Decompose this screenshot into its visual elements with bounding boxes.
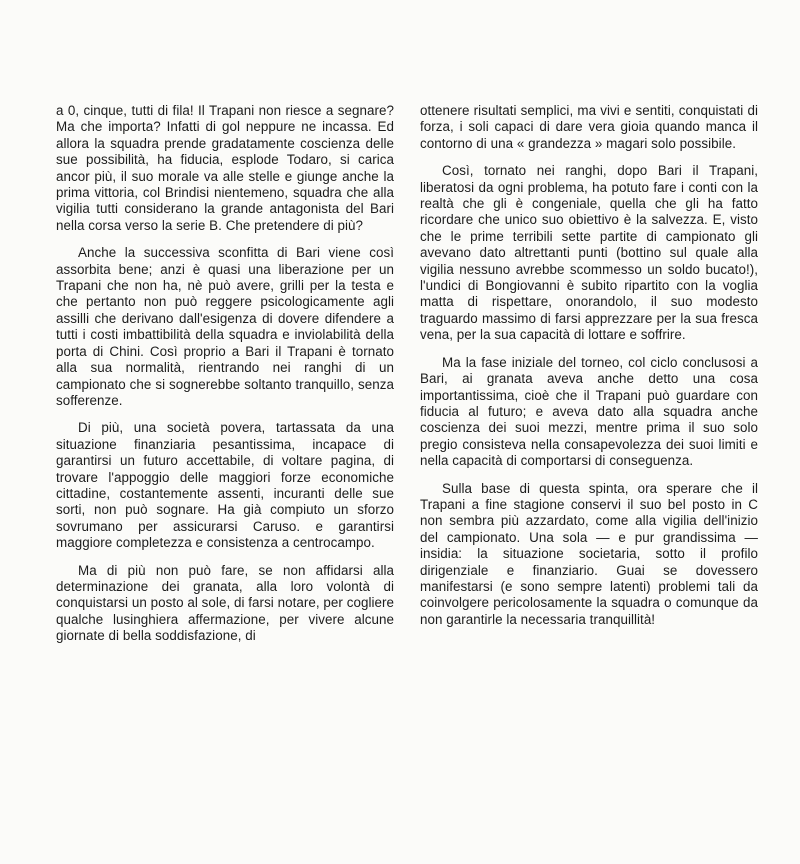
left-column [56,103,394,656]
paragraph: Così, tornato nei ranghi, dopo Bari il Trapani, liberatosi da ogni problema, ha potuto fare i conti con la realtà che gli è congeniale, quella che gli ha fatto ricordare che unico suo obiettivo è la salvezza. E, visto che le prime terribili sette partite di campionato gli avevano dato altrettanti punti (bottino sul quale alla vigilia nessuno avrebbe scommesso un soldo bucato!), l'undici di Bongiovanni è subito ripartito con la voglia matta di rispettare, onorandolo, il suo modesto traguardo massimo di farsi apprezzare per la sua fresca vena, per la sua capacità di lottare e soffrire. [420,163,758,343]
paragraph: ottenere risultati semplici, ma vivi e sentiti, conquistati di forza, i soli capaci di dare vera gioia quando manca il contorno di una « grandezza » magari solo possibile. [420,103,758,151]
paragraph: Anche la successiva sconfitta di Bari viene così assorbita bene; anzi è quasi una liberazione per un Trapani che non ha, nè può avere, grilli per la testa e che pertanto non può reggere psicologicamente agli assilli che derivano dall'esigenza di dovere difendere a tutti i costi imbattibilità della squadra e inviolabilità della porta di Chini. Così proprio a Bari il Trapani è tornato alla sua normalità, rientrando nei ranghi di un campionato che si sognerebbe soltanto tranquillo, senza sofferenze. [56,245,394,408]
right-column [420,103,758,639]
paragraph: Di più, una società povera, tartassata da una situazione finanziaria pesantissima, incapace di garantirsi un futuro accettabile, di voltare pagina, di trovare l'appoggio delle maggiori forze economiche cittadine, costantemente assenti, incuranti delle sue sorti, non può sognare. Ha già compiuto un sforzo sovrumano per assicurarsi Caruso. e garantirsi maggiore completezza e consistenza a centrocampo. [56,420,394,551]
paragraph: Ma la fase iniziale del torneo, col ciclo conclusosi a Bari, ai granata aveva anche detto una cosa importantissima, cioè che il Trapani può guardare con fiducia al futuro; e aveva dato alla squadra anche coscienza dei suoi mezzi, mentre prima il suo solo pregio consisteva nella consapevolezza dei suoi limiti e nella capacità di comportarsi di conseguenza. [420,354,758,469]
paragraph: Ma di più non può fare, se non affidarsi alla determinazione dei granata, alla loro volontà di conquistarsi un posto al sole, di farsi notare, per cogliere qualche lusinghiera affermazione, per vivere alcune giornate di bella soddisfazione, di [56,562,394,644]
paragraph: a 0, cinque, tutti di fila! Il Trapani non riesce a segnare? Ma che importa? Infatti di gol neppure ne incassa. Ed allora la squadra prende gradatamente coscienza delle sue possibilità, ha fiducia, esplode Todaro, si carica ancor più, il suo morale va alle stelle e giunge anche la prima vittoria, col Brindisi nientemeno, squadra che alla vigilia tutti considerano la grande antagonista del Bari nella corsa verso la serie B. Che pretendere di più? [56,103,394,233]
paragraph: Sulla base di questa spinta, ora sperare che il Trapani a fine stagione conservi il suo bel posto in C non sembra più azzardato, come alla vigilia dell'inizio del campionato. Una sola — e pur grandissima — insidia: la situazione societaria, sotto il profilo dirigenziale e finanziario. Guai se dovessero manifestarsi (e sono sempre latenti) problemi tali da coinvolgere pericolosamente la squadra o comunque da non garantirle la necessaria tranquillità! [420,480,758,627]
